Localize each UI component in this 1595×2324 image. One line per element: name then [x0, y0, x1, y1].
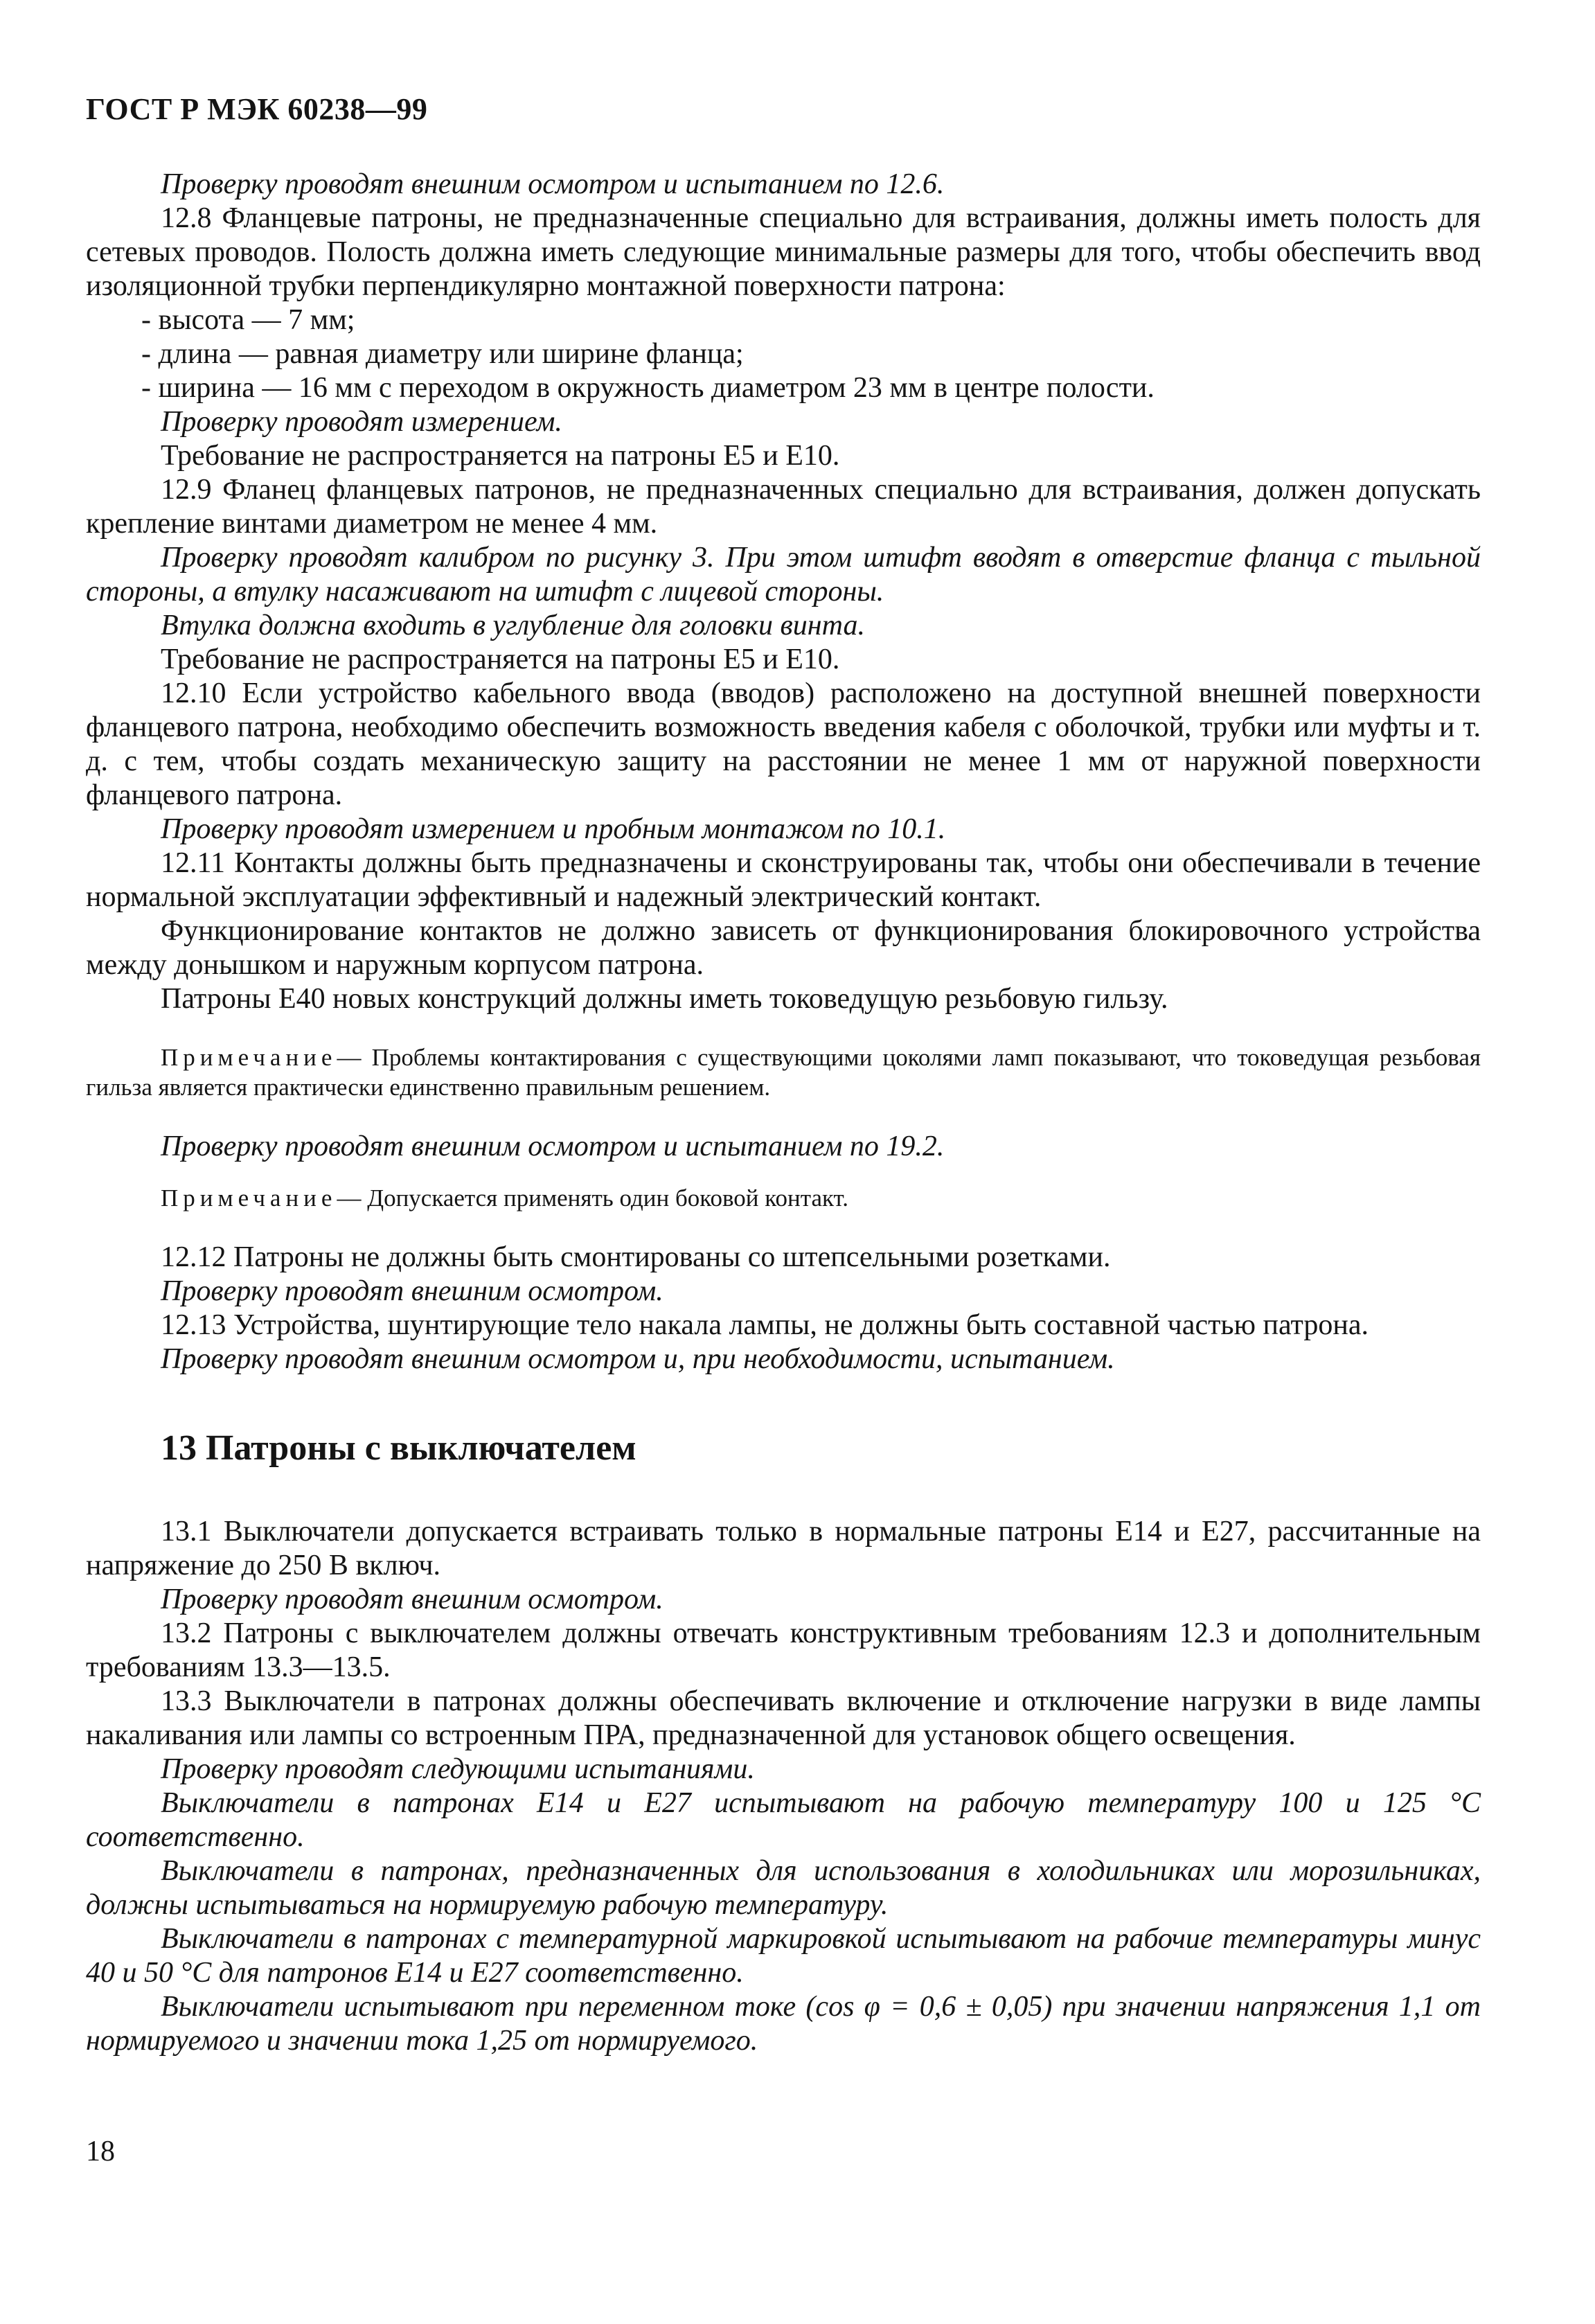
paragraph: Проверку проводят внешним осмотром.: [161, 1275, 663, 1307]
list-item: - высота — 7 мм;: [141, 304, 355, 336]
note-lead: Примечание: [161, 1185, 337, 1212]
paragraph: Патроны Е40 новых конструкций должны иметь токоведущую резьбовую гильзу.: [161, 983, 1168, 1015]
paragraph: Проверку проводят измерением и пробным монтажом по 10.1.: [161, 813, 946, 845]
paragraph: Требование не распространяется на патроны Е5 и Е10.: [161, 440, 840, 472]
paragraph: Выключатели в патронах, предназначенных для использования в холодильниках или морозильниках, должны испытываться на нормируемую рабочую температуру.: [86, 1855, 1481, 1921]
paragraph: 12.12 Патроны не должны быть смонтированы со штепсельными розетками.: [161, 1241, 1111, 1273]
list-item: - ширина — 16 мм с переходом в окружность диаметром 23 мм в центре полости.: [141, 372, 1155, 404]
paragraph: 13.3 Выключатели в патронах должны обеспечивать включение и отключение нагрузки в виде лампы накаливания или лампы со встроенным ПРА, предназначенной для установок общего освещения.: [86, 1685, 1481, 1751]
list-item: - длина — равная диаметру или ширине фланца;: [141, 338, 744, 370]
paragraph: Функционирование контактов не должно зависеть от функционирования блокировочного устройства между донышком и наружным корпусом патрона.: [86, 915, 1481, 981]
paragraph: 12.10 Если устройство кабельного ввода (вводов) расположено на доступной внешней поверхности фланцевого патрона, необходимо обеспечить возможность введения кабеля с оболочкой, трубки или муфты и т. д. с тем, чтобы создать механическую защиту на расстоянии не менее 1 мм от наружной поверхности фланцевого патрона.: [86, 677, 1481, 811]
note-text: — Допускается применять один боковой контакт.: [337, 1185, 848, 1212]
paragraph: 12.13 Устройства, шунтирующие тело накала лампы, не должны быть составной частью патрона.: [161, 1309, 1369, 1341]
paragraph: Проверку проводят калибром по рисунку 3. При этом штифт вводят в отверстие фланца с тыльной стороны, а втулку насаживают на штифт с лицевой стороны.: [86, 542, 1481, 607]
note: [86, 1043, 1481, 1102]
paragraph: Выключатели испытывают при переменном токе (cos φ = 0,6 ± 0,05) при значении напряжения 1,1 от нормируемого и значении тока 1,25 от нормируемого.: [86, 1991, 1481, 2057]
note-text: — Проблемы контактирования с существующими цоколями ламп показывают, что токоведущая резьбовая гильза является практически единственно правильным решением.: [86, 1044, 1481, 1101]
paragraph: Проверку проводят внешним осмотром и испытанием по 12.6.: [161, 168, 945, 200]
document-body: [86, 168, 1481, 2058]
paragraph: Проверку проводят внешним осмотром.: [161, 1584, 663, 1615]
document-header: ГОСТ Р МЭК 60238—99: [86, 92, 428, 126]
paragraph: 12.9 Фланец фланцевых патронов, не предназначенных специально для встраивания, должен допускать крепление винтами диаметром не менее 4 мм.: [86, 474, 1481, 540]
paragraph: Проверку проводят измерением.: [161, 406, 562, 438]
paragraph: 12.11 Контакты должны быть предназначены и сконструированы так, чтобы они обеспечивали в течение нормальной эксплуатации эффективный и надежный электрический контакт.: [86, 847, 1481, 913]
paragraph: Выключатели в патронах с температурной маркировкой испытывают на рабочие температуры минус 40 и 50 °С для патронов Е14 и Е27 соответственно.: [86, 1923, 1481, 1989]
note-lead: Примечание: [161, 1044, 337, 1071]
note: [86, 1183, 1481, 1213]
paragraph: 13.2 Патроны с выключателем должны отвечать конструктивным требованиям 12.3 и дополнительным требованиям 13.3—13.5.: [86, 1617, 1481, 1683]
section-heading: 13 Патроны с выключателем: [161, 1428, 636, 1468]
paragraph: 12.8 Фланцевые патроны, не предназначенные специально для встраивания, должны иметь полость для сетевых проводов. Полость должна иметь следующие минимальные размеры для того, чтобы обеспечить ввод изоляционной трубки перпендикулярно монтажной поверхности патрона:: [86, 202, 1481, 302]
paragraph: 13.1 Выключатели допускается встраивать только в нормальные патроны Е14 и Е27, рассчитанные на напряжение до 250 В включ.: [86, 1516, 1481, 1581]
paragraph: Проверку проводят следующими испытаниями.: [161, 1753, 755, 1785]
paragraph: Требование не распространяется на патроны Е5 и Е10.: [161, 644, 840, 675]
paragraph: Выключатели в патронах Е14 и Е27 испытывают на рабочую температуру 100 и 125 °С соответственно.: [86, 1787, 1481, 1853]
page-number: 18: [86, 2136, 115, 2167]
paragraph: Проверку проводят внешним осмотром и, при необходимости, испытанием.: [161, 1343, 1115, 1375]
paragraph: Втулка должна входить в углубление для головки винта.: [161, 610, 865, 641]
paragraph: Проверку проводят внешним осмотром и испытанием по 19.2.: [161, 1130, 945, 1162]
